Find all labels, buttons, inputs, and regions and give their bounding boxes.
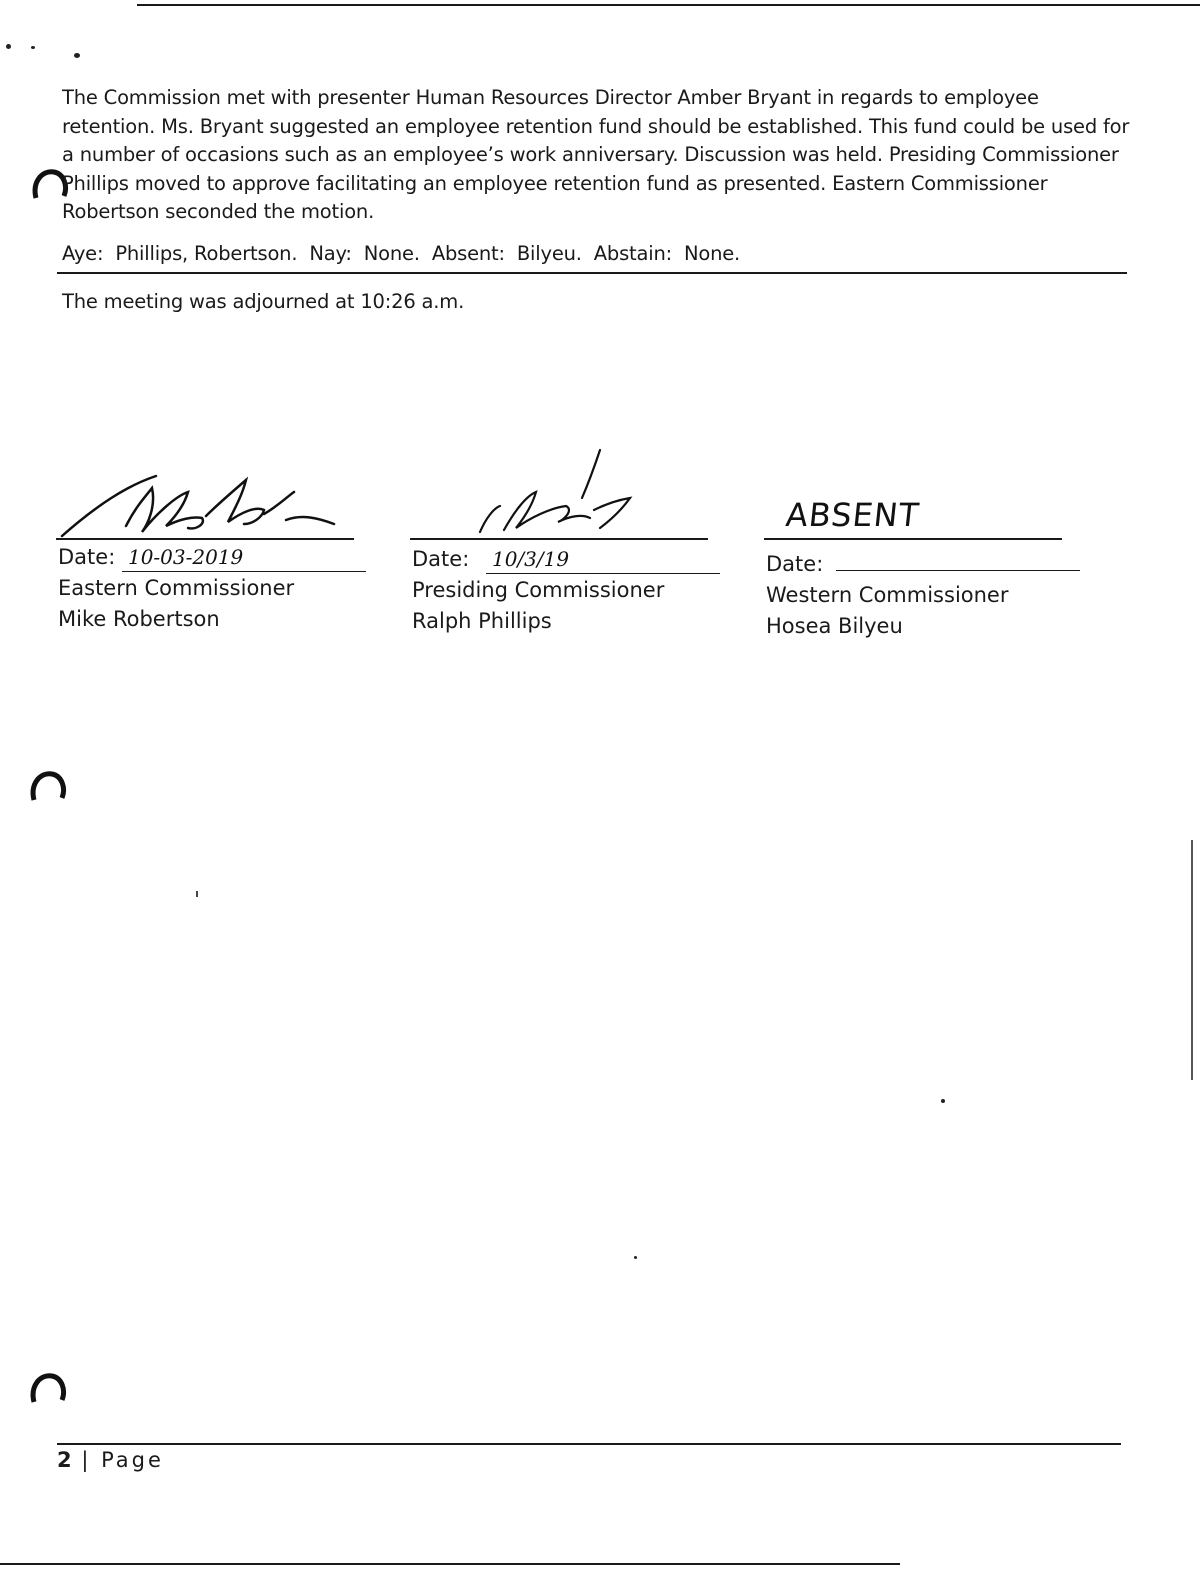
signature-line [764, 538, 1062, 540]
page-footer [57, 1448, 164, 1472]
scan-speck [6, 44, 11, 49]
vote-record: Aye: Phillips, Robertson. Nay: None. Absent: Bilyeu. Abstain: None. [62, 242, 741, 265]
date-label: Date: [58, 545, 116, 569]
date-value: 10-03-2019 [122, 545, 366, 572]
signature-block-presiding [412, 544, 732, 637]
top-border-line [137, 4, 1200, 6]
hole-punch-mark [28, 766, 68, 806]
signature-line [56, 538, 354, 540]
minutes-paragraph-text: The Commission met with presenter Human Resources Director Amber Bryant in regards to employee retention. Ms. Bryant suggested an employee retention fund should be established. This fund could be used for a number of occasions such as an employee’s work anniversary. Discussion was held. Presiding Commissioner Phillips moved to approve facilitating an employee retention fund as presented. Eastern Commissioner Robertson seconded the motion. [62, 86, 1130, 223]
adjournment-text: The meeting was adjourned at 10:26 a.m. [62, 290, 465, 313]
signature-block-eastern [58, 542, 378, 635]
commissioner-name: Mike Robertson [58, 607, 220, 631]
scan-speck [196, 891, 198, 897]
signature-block-western [766, 544, 1086, 642]
page-number: 2 [57, 1448, 72, 1472]
signature-line [410, 538, 708, 540]
date-value: 10/3/19 [486, 547, 720, 574]
commissioner-title: Eastern Commissioner [58, 576, 295, 600]
commissioner-title: Presiding Commissioner [412, 578, 665, 602]
date-value [836, 544, 1080, 571]
vote-underline [57, 272, 1127, 274]
commissioner-name: Ralph Phillips [412, 609, 552, 633]
signature-ralph-phillips [470, 448, 640, 538]
scan-speck [941, 1099, 945, 1103]
scan-speck [31, 46, 35, 49]
date-label: Date: [766, 552, 824, 576]
footer-rule [57, 1443, 1121, 1445]
date-row [412, 544, 732, 575]
hole-punch-mark [28, 1368, 68, 1408]
scan-speck [634, 1256, 637, 1259]
commissioner-name: Hosea Bilyeu [766, 614, 903, 638]
date-row [766, 544, 1086, 580]
bottom-border-line [0, 1563, 900, 1565]
date-row [58, 542, 378, 573]
signature-mike-robertson [56, 466, 356, 546]
handwritten-absent: ABSENT [784, 496, 922, 534]
scan-speck [74, 53, 80, 58]
minutes-paragraph [62, 84, 1132, 227]
footer-separator: | [81, 1448, 92, 1472]
scan-edge-line [1191, 840, 1193, 1080]
commissioner-title: Western Commissioner [766, 583, 1009, 607]
page-word: Page [101, 1448, 164, 1472]
date-label: Date: [412, 547, 470, 571]
